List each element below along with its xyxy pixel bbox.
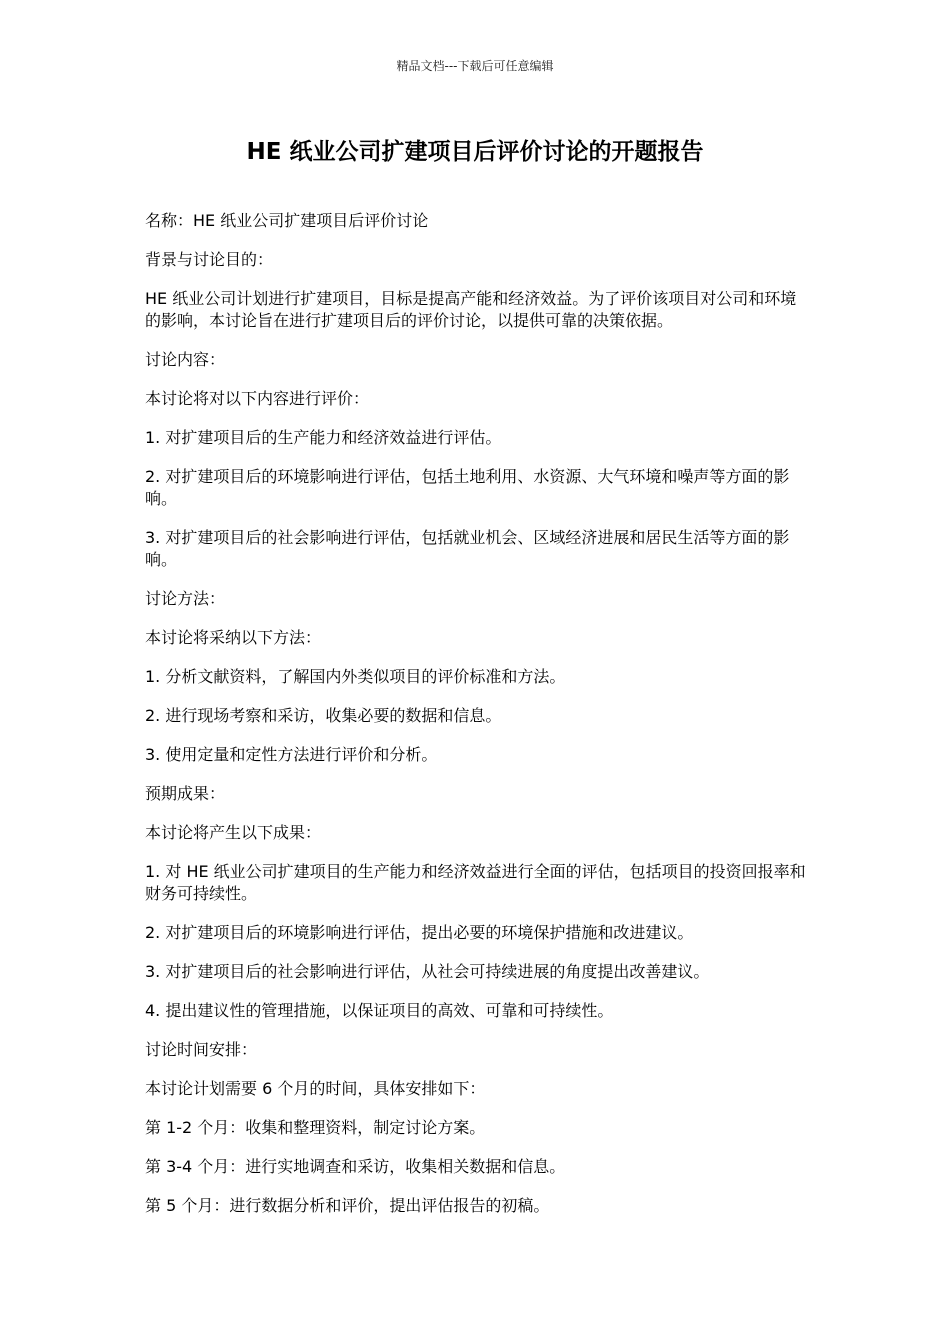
document-body [145,210,810,1234]
method-item: 3. 使用定量和定性方法进行评价和分析。 [145,745,438,764]
schedule-item: 第 5 个月：进行数据分析和评价，提出评估报告的初稿。 [145,1196,550,1215]
schedule-intro: 本讨论计划需要 6 个月的时间，具体安排如下： [145,1079,486,1098]
method-item: 1. 分析文献资料，了解国内外类似项目的评价标准和方法。 [145,667,566,686]
name-line: 名称：HE 纸业公司扩建项目后评价讨论 [145,211,429,230]
section-heading-background: 背景与讨论目的： [145,250,274,269]
method-intro: 本讨论将采纳以下方法： [145,628,322,647]
section-heading-results: 预期成果： [145,784,226,803]
document-title: HE 纸业公司扩建项目后评价讨论的开题报告 [246,139,704,165]
content-item: 3. 对扩建项目后的社会影响进行评估，包括就业机会、区域经济进展和居民生活等方面的影响。 [145,528,790,569]
schedule-item: 第 3-4 个月：进行实地调查和采访，收集相关数据和信息。 [145,1157,566,1176]
content-intro: 本讨论将对以下内容进行评价： [145,389,370,408]
results-item: 4. 提出建议性的管理措施，以保证项目的高效、可靠和可持续性。 [145,1001,614,1020]
header-note: 精品文档---下载后可任意编辑 [396,59,554,73]
section-heading-content: 讨论内容： [145,350,226,369]
method-item: 2. 进行现场考察和采访，收集必要的数据和信息。 [145,706,502,725]
schedule-item: 第 1-2 个月：收集和整理资料，制定讨论方案。 [145,1118,486,1137]
section-heading-method: 讨论方法： [145,589,226,608]
results-item: 2. 对扩建项目后的环境影响进行评估，提出必要的环境保护措施和改进建议。 [145,923,694,942]
background-paragraph: HE 纸业公司计划进行扩建项目，目标是提高产能和经济效益。为了评价该项目对公司和环境的影响，本讨论旨在进行扩建项目后的评价讨论，以提供可靠的决策依据。 [145,289,797,330]
content-item: 2. 对扩建项目后的环境影响进行评估，包括土地利用、水资源、大气环境和噪声等方面的影响。 [145,467,790,508]
content-item: 1. 对扩建项目后的生产能力和经济效益进行评估。 [145,428,502,447]
section-heading-schedule: 讨论时间安排： [145,1040,258,1059]
results-item: 3. 对扩建项目后的社会影响进行评估，从社会可持续进展的角度提出改善建议。 [145,962,710,981]
results-item: 1. 对 HE 纸业公司扩建项目的生产能力和经济效益进行全面的评估，包括项目的投资回报率和财务可持续性。 [145,862,806,903]
results-intro: 本讨论将产生以下成果： [145,823,322,842]
